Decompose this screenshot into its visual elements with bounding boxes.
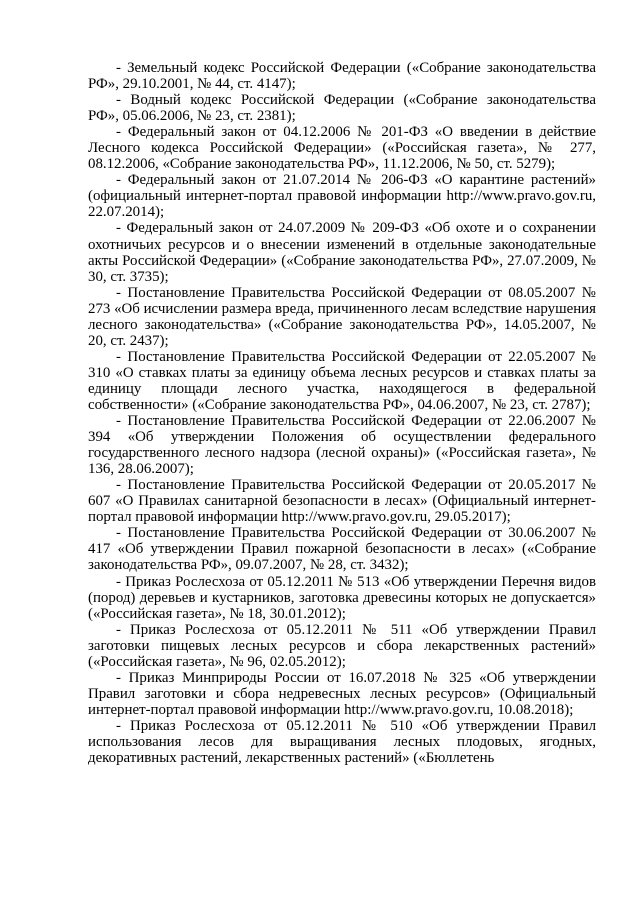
paragraph-resolution-394: - Постановление Правительства Российской Федерации от 22.06.2007 № 394 «Об утверждении Положения об осуществлении федерального государственного лесного надзора (лесной охраны)» («Российская газета», № 136, 28.06.2007); xyxy=(88,413,596,478)
paragraph-federal-law-201: - Федеральный закон от 04.12.2006 № 201-ФЗ «О введении в действие Лесного кодекса Российской Федерации» («Российская газета», № 277, 08.12.2006, «Собрание законодательства РФ», 11.12.2006, № 50, ст. 5279); xyxy=(88,124,596,173)
paragraph-resolution-310: - Постановление Правительства Российской Федерации от 22.05.2007 № 310 «О ставках платы за единицу объема лесных ресурсов и ставках платы за единицу площади лесного участка, находящегося в федеральной собственности» («Собрание законодательства РФ», 04.06.2007, № 23, ст. 2787); xyxy=(88,348,596,413)
paragraph-order-511: - Приказ Рослесхоза от 05.12.2011 № 511 «Об утверждении Правил заготовки пищевых лесных ресурсов и сбора лекарственных растений» («Российская газета», № 96, 02.05.2012); xyxy=(88,621,596,670)
paragraph-federal-law-206: - Федеральный закон от 21.07.2014 № 206-ФЗ «О карантине растений» (официальный интернет-портал правовой информации http://www.pravo.gov.ru, 22.07.2014); xyxy=(88,172,596,221)
paragraph-order-510: - Приказ Рослесхоза от 05.12.2011 № 510 «Об утверждении Правил использования лесов для выращивания лесных плодовых, ягодных, декоративных растений, лекарственных растений» («Бюллетень xyxy=(88,717,596,767)
paragraph-resolution-417: - Постановление Правительства Российской Федерации от 30.06.2007 № 417 «Об утверждении Правил пожарной безопасности в лесах» («Собрание законодательства РФ», 09.07.2007, № 28, ст. 3432); xyxy=(88,525,596,574)
paragraph-order-513: - Приказ Рослесхоза от 05.12.2011 № 513 «Об утверждении Перечня видов (пород) деревьев и кустарников, заготовка древесины которых не допускается» («Российская газета», № 18, 30.01.2012); xyxy=(88,573,596,622)
paragraph-resolution-607: - Постановление Правительства Российской Федерации от 20.05.2017 № 607 «О Правилах санитарной безопасности в лесах» (Официальный интернет-портал правовой информации http://www.pravo.gov.ru, 29.05.2017); xyxy=(88,477,596,526)
paragraph-land-code: - Земельный кодекс Российской Федерации («Собрание законодательства РФ», 29.10.2001, № 44, ст. 4147); xyxy=(88,60,596,93)
paragraph-order-325: - Приказ Минприроды России от 16.07.2018 № 325 «Об утверждении Правил заготовки и сбора недревесных лесных ресурсов» (Официальный интернет-портал правовой информации http://www.pravo.gov.ru, 10.08.2018); xyxy=(88,669,596,718)
paragraph-water-code: - Водный кодекс Российской Федерации («Собрание законодательства РФ», 05.06.2006, № 23, ст. 2381); xyxy=(88,92,596,125)
paragraph-resolution-273: - Постановление Правительства Российской Федерации от 08.05.2007 № 273 «Об исчислении размера вреда, причиненного лесам вследствие нарушения лесного законодательства» («Собрание законодательства РФ», 14.05.2007, № 20, ст. 2437); xyxy=(88,284,596,349)
document-body xyxy=(88,60,596,766)
paragraph-federal-law-209: - Федеральный закон от 24.07.2009 № 209-ФЗ «Об охоте и о сохранении охотничьих ресурсов и о внесении изменений в отдельные законодательные акты Российской Федерации» («Собрание законодательства РФ», 27.07.2009, № 30, ст. 3735); xyxy=(88,220,596,285)
